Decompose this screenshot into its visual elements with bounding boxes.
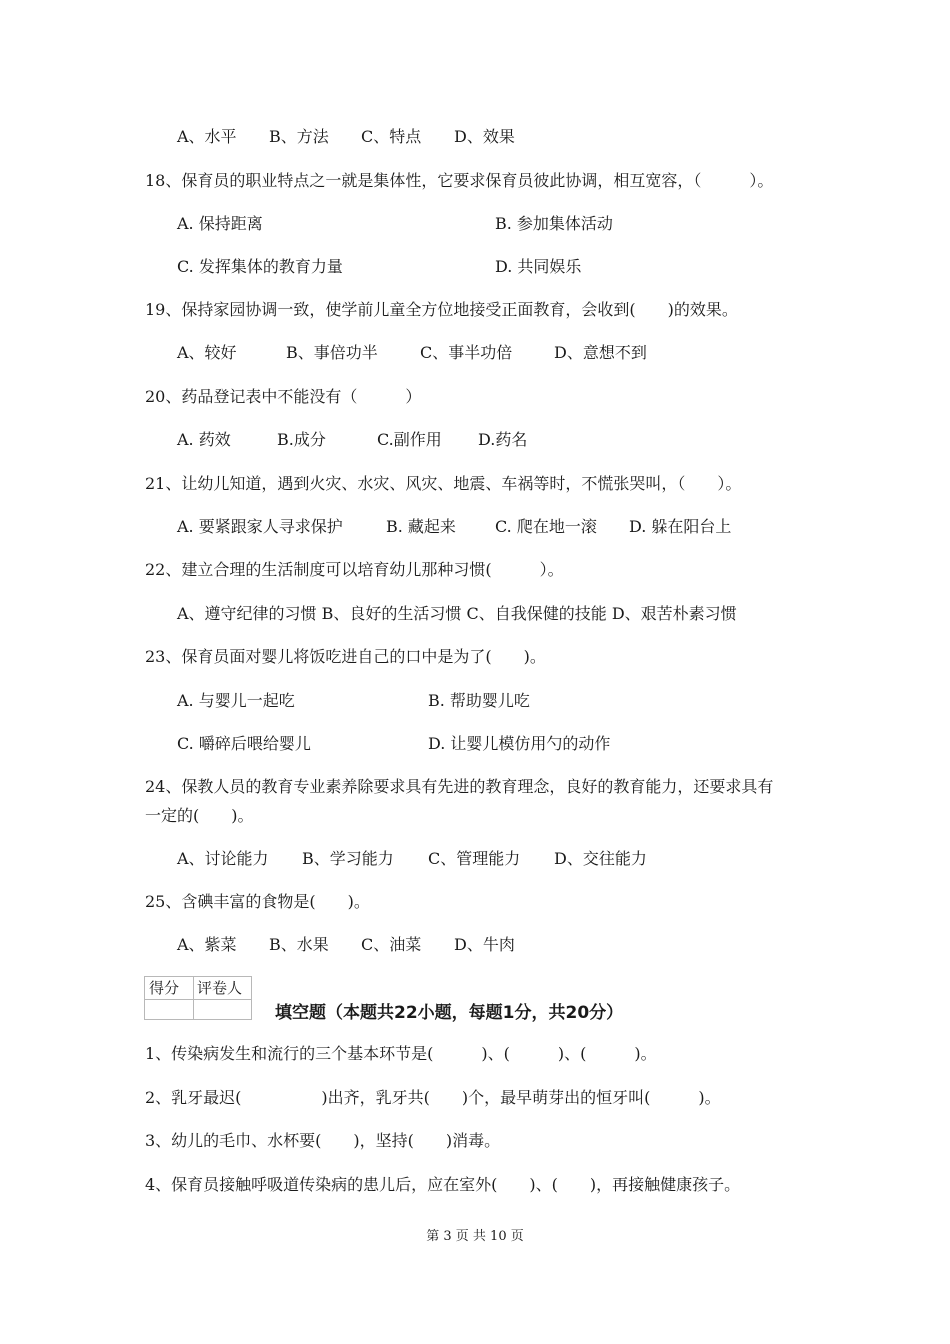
q23-option-b: B. 帮助婴儿吃: [428, 691, 530, 710]
q17-option-b: B、方法: [269, 127, 329, 146]
q18-option-d: D. 共同娱乐: [495, 257, 582, 276]
fill-question-2: 2、乳牙最迟( )出齐，乳牙共( )个，最早萌芽出的恒牙叫( )。: [145, 1088, 721, 1107]
q23-option-d: D. 让婴儿模仿用勺的动作: [428, 734, 611, 753]
q20-text: 20、药品登记表中不能没有（ ）: [145, 387, 422, 406]
q18-text: 18、保育员的职业特点之一就是集体性，它要求保育员彼此协调，相互宽容，（ ）。: [145, 171, 774, 190]
q20-option-d: D.药名: [478, 430, 528, 449]
q24-option-c: C、管理能力: [428, 849, 521, 868]
q17-option-d: D、效果: [454, 127, 515, 146]
q25-option-b: B、水果: [269, 935, 329, 954]
fill-question-3: 3、幼儿的毛巾、水杯要( )，坚持( )消毒。: [145, 1131, 501, 1150]
score-box: [144, 976, 252, 1020]
q19-option-b: B、事倍功半: [286, 343, 378, 362]
q17-option-a: A、水平: [177, 127, 237, 146]
q23-option-c: C. 嚼碎后喂给婴儿: [177, 734, 311, 753]
q24-text-line2: 一定的( )。: [145, 806, 254, 825]
score-label: 得分: [149, 979, 180, 997]
q19-text: 19、保持家园协调一致，使学前儿童全方位地接受正面教育，会收到( )的效果。: [145, 300, 738, 319]
section-title: 填空题（本题共22小题，每题1分，共20分）: [275, 1003, 624, 1023]
score-box-divider-horizontal: [145, 999, 251, 1000]
q25-option-c: C、油菜: [361, 935, 422, 954]
score-box-divider-vertical: [193, 977, 194, 1019]
q25-option-d: D、牛肉: [454, 935, 515, 954]
q18-option-c: C. 发挥集体的教育力量: [177, 257, 343, 276]
q20-option-a: A. 药效: [177, 430, 231, 449]
q22-options: A、遵守纪律的习惯 B、良好的生活习惯 C、自我保健的技能 D、艰苦朴素习惯: [177, 604, 737, 623]
q21-option-d: D. 躲在阳台上: [629, 517, 732, 536]
q25-option-a: A、紫菜: [177, 935, 237, 954]
q19-option-d: D、意想不到: [554, 343, 647, 362]
fill-question-1: 1、传染病发生和流行的三个基本环节是( )、( )、( )。: [145, 1044, 657, 1063]
q20-option-c: C.副作用: [377, 430, 442, 449]
q18-option-a: A. 保持距离: [177, 214, 263, 233]
q21-option-b: B. 藏起来: [386, 517, 456, 536]
q23-option-a: A. 与婴儿一起吃: [177, 691, 295, 710]
q17-option-c: C、特点: [361, 127, 422, 146]
q19-option-c: C、事半功倍: [420, 343, 513, 362]
q21-option-c: C. 爬在地一滚: [495, 517, 597, 536]
q19-option-a: A、较好: [177, 343, 237, 362]
q24-option-d: D、交往能力: [554, 849, 647, 868]
page-footer: 第 3 页 共 10 页: [426, 1229, 524, 1244]
fill-question-4: 4、保育员接触呼吸道传染病的患儿后，应在室外( )、( )，再接触健康孩子。: [145, 1175, 741, 1194]
q24-option-b: B、学习能力: [302, 849, 394, 868]
q24-text-line1: 24、保教人员的教育专业素养除要求具有先进的教育理念，良好的教育能力，还要求具有: [145, 777, 774, 796]
reviewer-label: 评卷人: [197, 979, 243, 997]
q18-option-b: B. 参加集体活动: [495, 214, 613, 233]
q22-text: 22、建立合理的生活制度可以培育幼儿那种习惯( ）。: [145, 560, 564, 579]
q21-option-a: A. 要紧跟家人寻求保护: [177, 517, 343, 536]
q23-text: 23、保育员面对婴儿将饭吃进自己的口中是为了( )。: [145, 647, 546, 666]
q25-text: 25、含碘丰富的食物是( )。: [145, 892, 370, 911]
q20-option-b: B.成分: [277, 430, 326, 449]
q21-text: 21、让幼儿知道，遇到火灾、水灾、风灾、地震、车祸等时，不慌张哭叫，（ ）。: [145, 474, 742, 493]
q24-option-a: A、讨论能力: [177, 849, 269, 868]
